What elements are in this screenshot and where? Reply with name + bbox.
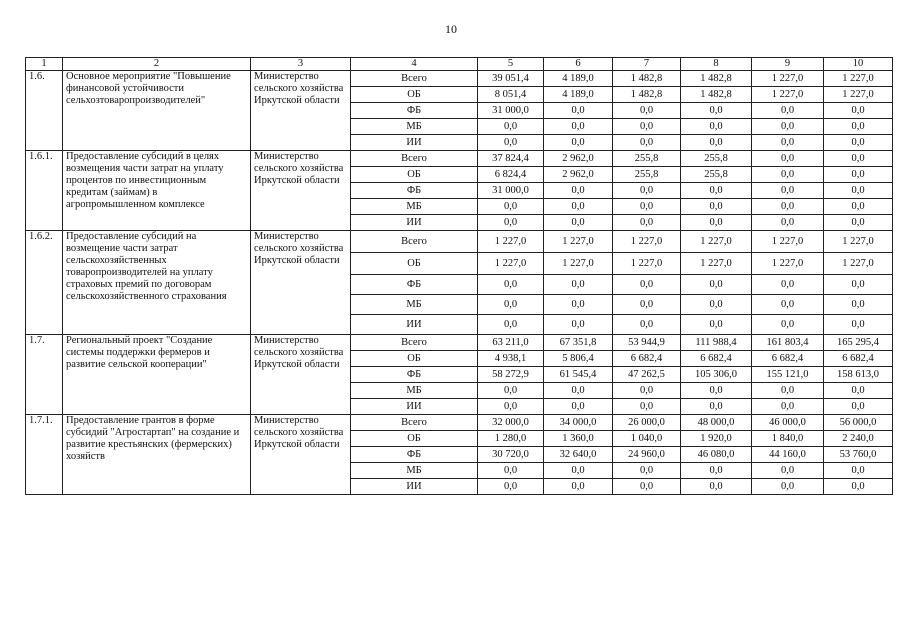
value-cell: 0,0 [478,119,544,135]
value-cell: 111 988,4 [681,335,752,351]
value-cell: 0,0 [544,383,613,399]
value-cell: 1 227,0 [544,231,613,253]
value-cell: 0,0 [752,199,824,215]
value-cell: 5 806,4 [544,351,613,367]
column-header: 6 [544,58,613,71]
value-cell: 0,0 [613,383,681,399]
column-header: 2 [63,58,251,71]
value-cell: 0,0 [544,135,613,151]
funding-source: ИИ [351,135,478,151]
value-cell: 0,0 [478,479,544,495]
column-header: 4 [351,58,478,71]
value-cell: 1 227,0 [681,231,752,253]
value-cell: 0,0 [478,135,544,151]
value-cell: 0,0 [752,151,824,167]
funding-source: МБ [351,463,478,479]
funding-source: Всего [351,231,478,253]
item-executor: Министерство сельского хозяйства Иркутской области [251,335,351,415]
value-cell: 8 051,4 [478,87,544,103]
funding-source: ИИ [351,399,478,415]
column-header: 5 [478,58,544,71]
value-cell: 0,0 [681,295,752,315]
value-cell: 2 962,0 [544,167,613,183]
value-cell: 63 211,0 [478,335,544,351]
funding-source: ОБ [351,431,478,447]
funding-source: ФБ [351,367,478,383]
funding-source: МБ [351,383,478,399]
value-cell: 0,0 [544,199,613,215]
value-cell: 6 682,4 [824,351,893,367]
value-cell: 0,0 [544,399,613,415]
value-cell: 4 189,0 [544,87,613,103]
budget-table [25,57,893,495]
funding-source: Всего [351,415,478,431]
value-cell: 1 227,0 [752,231,824,253]
value-cell: 0,0 [478,215,544,231]
funding-source: МБ [351,119,478,135]
value-cell: 0,0 [681,199,752,215]
item-number: 1.6.2. [26,231,63,335]
value-cell: 0,0 [478,315,544,335]
column-header: 1 [26,58,63,71]
item-name: Предоставление грантов в форме субсидий "Агростартап" на создание и развитие крестьянских (фермерских) хозяйств [63,415,251,495]
item-name: Региональный проект "Создание системы поддержки фермеров и развитие сельской кооперации" [63,335,251,415]
value-cell: 0,0 [478,199,544,215]
value-cell: 0,0 [824,199,893,215]
value-cell: 4 938,1 [478,351,544,367]
value-cell: 6 824,4 [478,167,544,183]
table-row [26,415,893,431]
value-cell: 58 272,9 [478,367,544,383]
funding-source: ФБ [351,447,478,463]
funding-source: МБ [351,295,478,315]
value-cell: 1 227,0 [752,87,824,103]
value-cell: 46 000,0 [752,415,824,431]
value-cell: 255,8 [681,151,752,167]
value-cell: 0,0 [613,399,681,415]
header-row [26,58,893,71]
value-cell: 0,0 [544,479,613,495]
funding-source: Всего [351,151,478,167]
value-cell: 32 000,0 [478,415,544,431]
value-cell: 48 000,0 [681,415,752,431]
value-cell: 0,0 [681,315,752,335]
item-name: Основное мероприятие "Повышение финансовой устойчивости сельхозтоваропроизводителей" [63,71,251,151]
value-cell: 0,0 [613,199,681,215]
funding-source: ФБ [351,183,478,199]
value-cell: 1 227,0 [824,253,893,275]
value-cell: 67 351,8 [544,335,613,351]
table-row [26,335,893,351]
value-cell: 6 682,4 [613,351,681,367]
value-cell: 0,0 [544,103,613,119]
value-cell: 0,0 [752,167,824,183]
column-header: 8 [681,58,752,71]
value-cell: 1 227,0 [824,71,893,87]
value-cell: 0,0 [752,383,824,399]
value-cell: 1 482,8 [613,87,681,103]
value-cell: 0,0 [824,463,893,479]
value-cell: 1 920,0 [681,431,752,447]
value-cell: 0,0 [752,479,824,495]
funding-source: ИИ [351,479,478,495]
value-cell: 34 000,0 [544,415,613,431]
column-header: 3 [251,58,351,71]
value-cell: 53 944,9 [613,335,681,351]
item-executor: Министерство сельского хозяйства Иркутской области [251,151,351,231]
value-cell: 1 227,0 [478,253,544,275]
value-cell: 0,0 [824,135,893,151]
value-cell: 30 720,0 [478,447,544,463]
value-cell: 0,0 [681,119,752,135]
value-cell: 0,0 [613,295,681,315]
item-executor: Министерство сельского хозяйства Иркутской области [251,231,351,335]
value-cell: 0,0 [681,215,752,231]
value-cell: 26 000,0 [613,415,681,431]
value-cell: 0,0 [752,463,824,479]
value-cell: 0,0 [824,295,893,315]
value-cell: 0,0 [613,103,681,119]
funding-source: ОБ [351,253,478,275]
value-cell: 0,0 [752,275,824,295]
item-name: Предоставление субсидий в целях возмещения части затрат на уплату процентов по инвестиционным кредитам (займам) в агропромышленном комплексе [63,151,251,231]
value-cell: 0,0 [824,183,893,199]
value-cell: 37 824,4 [478,151,544,167]
value-cell: 1 280,0 [478,431,544,447]
value-cell: 6 682,4 [752,351,824,367]
value-cell: 0,0 [752,215,824,231]
value-cell: 61 545,4 [544,367,613,383]
funding-source: ФБ [351,275,478,295]
value-cell: 0,0 [824,275,893,295]
value-cell: 0,0 [824,315,893,335]
value-cell: 0,0 [544,183,613,199]
value-cell: 105 306,0 [681,367,752,383]
value-cell: 0,0 [824,151,893,167]
table-row [26,71,893,87]
value-cell: 0,0 [478,383,544,399]
value-cell: 0,0 [681,383,752,399]
funding-source: ИИ [351,215,478,231]
item-number: 1.6. [26,71,63,151]
funding-source: ИИ [351,315,478,335]
item-number: 1.7.1. [26,415,63,495]
value-cell: 1 482,8 [613,71,681,87]
value-cell: 0,0 [824,167,893,183]
value-cell: 1 227,0 [613,253,681,275]
value-cell: 0,0 [613,315,681,335]
value-cell: 1 227,0 [681,253,752,275]
value-cell: 1 227,0 [824,87,893,103]
funding-source: ФБ [351,103,478,119]
value-cell: 0,0 [824,479,893,495]
value-cell: 47 262,5 [613,367,681,383]
value-cell: 2 240,0 [824,431,893,447]
value-cell: 1 482,8 [681,87,752,103]
value-cell: 0,0 [478,275,544,295]
value-cell: 0,0 [752,103,824,119]
value-cell: 155 121,0 [752,367,824,383]
column-header: 10 [824,58,893,71]
column-header: 7 [613,58,681,71]
value-cell: 0,0 [544,463,613,479]
value-cell: 56 000,0 [824,415,893,431]
item-executor: Министерство сельского хозяйства Иркутской области [251,71,351,151]
value-cell: 0,0 [613,215,681,231]
value-cell: 0,0 [681,135,752,151]
value-cell: 0,0 [681,399,752,415]
value-cell: 46 080,0 [681,447,752,463]
value-cell: 1 227,0 [752,71,824,87]
funding-source: ОБ [351,87,478,103]
value-cell: 0,0 [824,119,893,135]
value-cell: 0,0 [824,383,893,399]
value-cell: 0,0 [752,119,824,135]
value-cell: 0,0 [681,183,752,199]
funding-source: Всего [351,335,478,351]
value-cell: 255,8 [613,151,681,167]
value-cell: 1 227,0 [544,253,613,275]
value-cell: 255,8 [681,167,752,183]
value-cell: 1 840,0 [752,431,824,447]
value-cell: 0,0 [478,295,544,315]
value-cell: 0,0 [752,399,824,415]
item-name: Предоставление субсидий на возмещение части затрат сельскохозяйственных товаропроизводителей на уплату страховых премий по договорам сельскохозяйственного страхования [63,231,251,335]
funding-source: Всего [351,71,478,87]
value-cell: 165 295,4 [824,335,893,351]
value-cell: 0,0 [544,275,613,295]
value-cell: 0,0 [681,275,752,295]
value-cell: 1 482,8 [681,71,752,87]
value-cell: 2 962,0 [544,151,613,167]
value-cell: 31 000,0 [478,103,544,119]
value-cell: 0,0 [613,275,681,295]
value-cell: 53 760,0 [824,447,893,463]
value-cell: 31 000,0 [478,183,544,199]
value-cell: 0,0 [681,463,752,479]
value-cell: 1 360,0 [544,431,613,447]
value-cell: 0,0 [824,103,893,119]
value-cell: 161 803,4 [752,335,824,351]
value-cell: 0,0 [613,479,681,495]
value-cell: 1 227,0 [478,231,544,253]
value-cell: 39 051,4 [478,71,544,87]
value-cell: 0,0 [824,399,893,415]
table-body [26,58,893,495]
value-cell: 0,0 [824,215,893,231]
value-cell: 158 613,0 [824,367,893,383]
value-cell: 0,0 [681,479,752,495]
value-cell: 0,0 [478,463,544,479]
table-row [26,231,893,253]
page-number: 10 [445,22,457,36]
item-number: 1.6.1. [26,151,63,231]
value-cell: 24 960,0 [613,447,681,463]
value-cell: 0,0 [752,135,824,151]
value-cell: 0,0 [752,183,824,199]
value-cell: 1 040,0 [613,431,681,447]
value-cell: 6 682,4 [681,351,752,367]
value-cell: 0,0 [613,463,681,479]
value-cell: 0,0 [478,399,544,415]
value-cell: 1 227,0 [824,231,893,253]
value-cell: 0,0 [681,103,752,119]
value-cell: 0,0 [544,215,613,231]
value-cell: 1 227,0 [752,253,824,275]
column-header: 9 [752,58,824,71]
funding-source: ОБ [351,351,478,367]
value-cell: 4 189,0 [544,71,613,87]
value-cell: 0,0 [613,119,681,135]
item-executor: Министерство сельского хозяйства Иркутской области [251,415,351,495]
value-cell: 0,0 [752,315,824,335]
value-cell: 32 640,0 [544,447,613,463]
item-number: 1.7. [26,335,63,415]
value-cell: 44 160,0 [752,447,824,463]
value-cell: 0,0 [613,183,681,199]
value-cell: 0,0 [544,315,613,335]
funding-source: ОБ [351,167,478,183]
value-cell: 1 227,0 [613,231,681,253]
value-cell: 0,0 [544,119,613,135]
value-cell: 0,0 [613,135,681,151]
funding-source: МБ [351,199,478,215]
value-cell: 255,8 [613,167,681,183]
value-cell: 0,0 [752,295,824,315]
value-cell: 0,0 [544,295,613,315]
table-row [26,151,893,167]
